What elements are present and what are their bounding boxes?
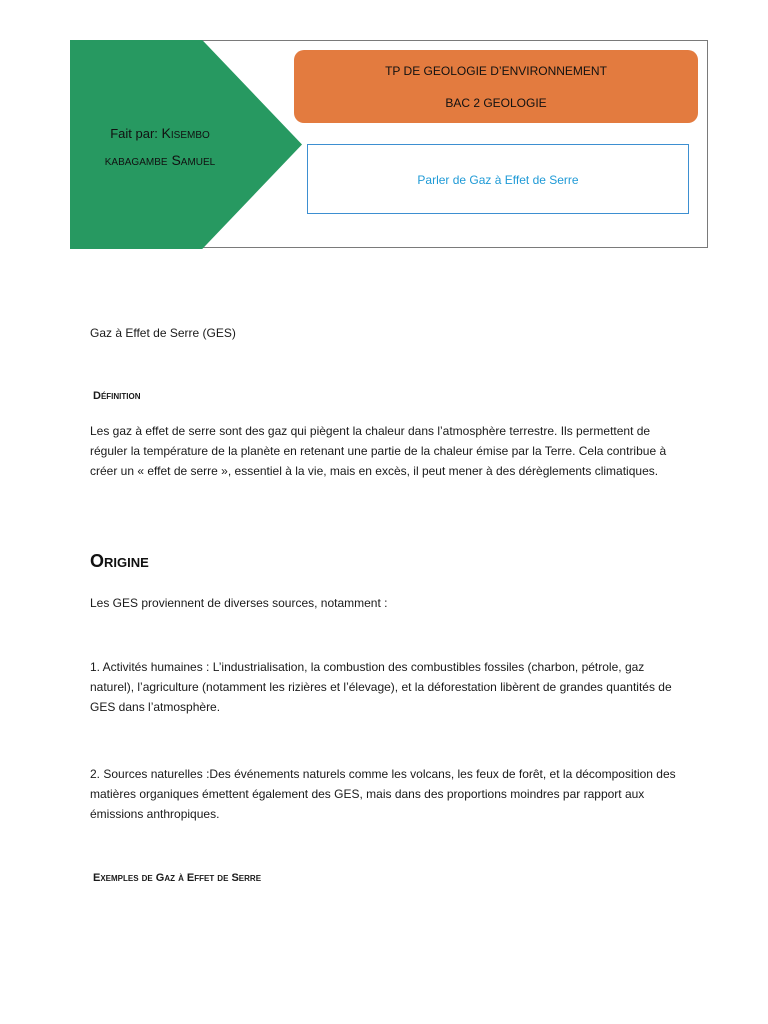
subject-text: Parler de Gaz à Effet de Serre <box>417 173 579 187</box>
origin-item-natural: 2. Sources naturelles :Des événements naturels comme les volcans, les feux de forêt, et la décomposition des matières organiques émettent également des GES, mais dans des proportions moindres par rapport aux émissions anthropiques. <box>90 767 676 821</box>
author-block <box>82 120 238 174</box>
origin-heading: Origine <box>90 551 149 571</box>
course-title: TP DE GEOLOGIE D’ENVIRONNEMENT <box>385 64 607 78</box>
definition-paragraph: Les gaz à effet de serre sont des gaz qui piègent la chaleur dans l’atmosphère terrestre. Ils permettent de réguler la température de la planète en retenant une partie de la chaleur émise par la Terre. Cela contribue à créer un « effet de serre », essentiel à la vie, mais en excès, il peut mener à des dérèglements climatiques. <box>90 424 667 478</box>
subject-box <box>307 144 689 214</box>
author-name-line2: kabagambe Samuel <box>104 152 216 168</box>
definition-heading: Définition <box>93 390 141 402</box>
origin-item-human: 1. Activités humaines : L’industrialisation, la combustion des combustibles fossiles (charbon, pétrole, gaz naturel), l’agriculture (notamment les rizières et l’élevage), et la déforestation libèrent de grandes quantités de GES dans l’atmosphère. <box>90 660 672 714</box>
course-level: BAC 2 GEOLOGIE <box>445 96 547 110</box>
course-title-box <box>294 50 698 123</box>
author-prefix: Fait par: <box>110 126 162 141</box>
document-title: Gaz à Effet de Serre (GES) <box>90 326 236 340</box>
author-name-line1: Kisembo <box>161 125 210 141</box>
origin-intro: Les GES proviennent de diverses sources, notamment : <box>90 596 388 610</box>
examples-heading: Exemples de Gaz à Effet de Serre <box>93 872 262 884</box>
